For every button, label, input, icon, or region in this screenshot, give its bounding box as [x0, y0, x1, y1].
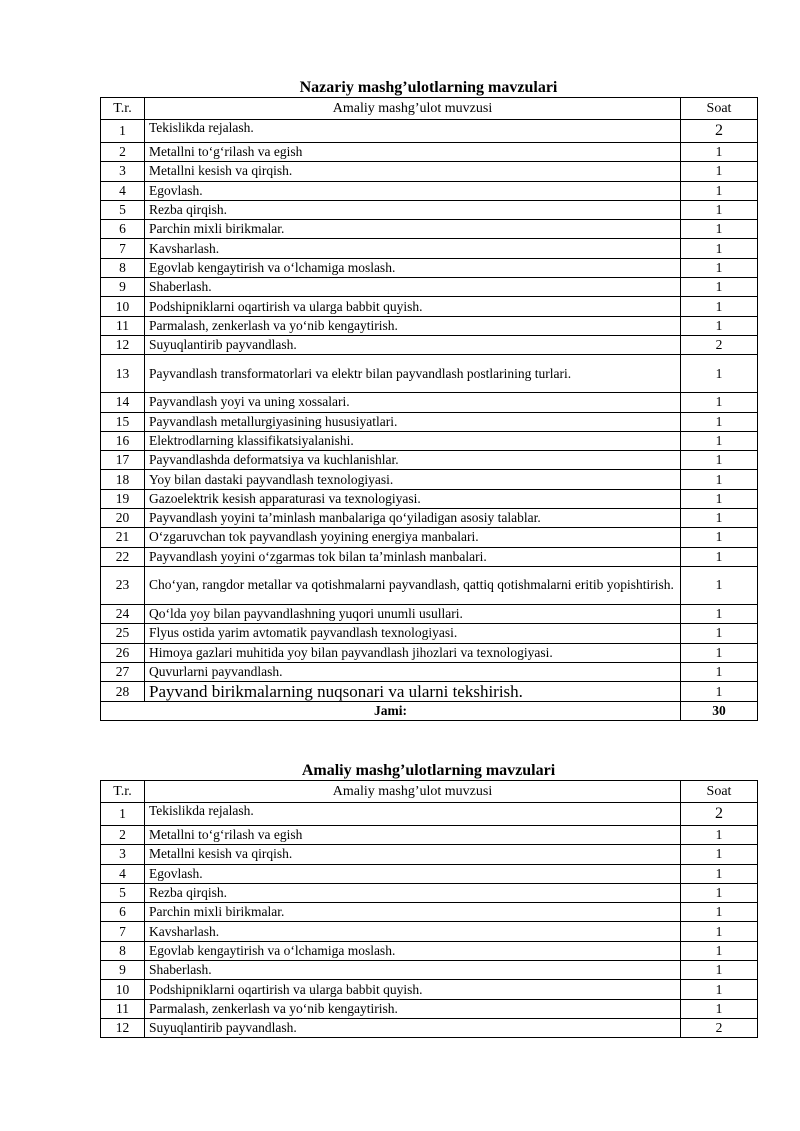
row-topic: Suyuqlantirib payvandlash. [145, 335, 681, 354]
table-row [101, 120, 758, 143]
row-hours: 1 [681, 604, 758, 623]
table-row [101, 162, 758, 181]
row-hours: 1 [681, 181, 758, 200]
row-topic: Suyuqlantirib payvandlash. [145, 1018, 681, 1037]
row-topic: Yoy bilan dastaki payvandlash texnologiyasi. [145, 470, 681, 489]
row-number: 11 [101, 316, 145, 335]
row-hours: 1 [681, 961, 758, 980]
row-number: 13 [101, 355, 145, 393]
column-header-hours: Soat [681, 98, 758, 120]
row-topic: Parmalash, zenkerlash va yo‘nib kengaytirish. [145, 316, 681, 335]
row-topic: Podshipniklarni oqartirish va ularga babbit quyish. [145, 297, 681, 316]
row-number: 20 [101, 509, 145, 528]
row-number: 8 [101, 941, 145, 960]
row-hours: 1 [681, 903, 758, 922]
table-row [101, 316, 758, 335]
table-row [101, 999, 758, 1018]
row-topic: Metallni to‘g‘rilash va egish [145, 826, 681, 845]
row-topic: Kavsharlash. [145, 239, 681, 258]
table-row [101, 489, 758, 508]
table-row [101, 143, 758, 162]
row-number: 17 [101, 451, 145, 470]
total-row [101, 702, 758, 721]
row-number: 8 [101, 258, 145, 277]
column-header-number: T.r. [101, 98, 145, 120]
row-hours: 1 [681, 220, 758, 239]
row-topic: Payvandlash yoyini o‘zgarmas tok bilan ta’minlash manbalari. [145, 547, 681, 566]
row-number: 1 [101, 120, 145, 143]
row-topic: Egovlab kengaytirish va o‘lchamiga moslash. [145, 258, 681, 277]
table-row [101, 624, 758, 643]
row-topic: Metallni to‘g‘rilash va egish [145, 143, 681, 162]
row-hours: 1 [681, 547, 758, 566]
row-number: 4 [101, 181, 145, 200]
row-hours: 1 [681, 509, 758, 528]
row-number: 28 [101, 682, 145, 702]
row-number: 10 [101, 297, 145, 316]
row-topic: Tekislikda rejalash. [145, 120, 681, 143]
table-row [101, 470, 758, 489]
row-number: 2 [101, 143, 145, 162]
row-topic: Kavsharlash. [145, 922, 681, 941]
table-row [101, 643, 758, 662]
table-row [101, 980, 758, 999]
row-topic: Parchin mixli birikmalar. [145, 903, 681, 922]
row-topic: Tekislikda rejalash. [145, 803, 681, 826]
row-number: 26 [101, 643, 145, 662]
row-hours: 1 [681, 489, 758, 508]
row-number: 7 [101, 239, 145, 258]
row-topic: Metallni kesish va qirqish. [145, 845, 681, 864]
table-row [101, 528, 758, 547]
table-row [101, 803, 758, 826]
row-topic: Payvandlash transformatorlari va elektr bilan payvandlash postlarining turlari. [145, 355, 681, 393]
column-header-hours: Soat [681, 781, 758, 803]
row-hours: 1 [681, 316, 758, 335]
row-hours: 1 [681, 297, 758, 316]
table-row [101, 297, 758, 316]
row-hours: 1 [681, 162, 758, 181]
row-topic: Parmalash, zenkerlash va yo‘nib kengaytirish. [145, 999, 681, 1018]
table-row [101, 258, 758, 277]
row-hours: 1 [681, 662, 758, 681]
row-topic: Payvandlashda deformatsiya va kuchlanishlar. [145, 451, 681, 470]
row-number: 5 [101, 200, 145, 219]
row-topic: Payvandlash yoyi va uning xossalari. [145, 393, 681, 412]
total-value: 30 [681, 702, 758, 721]
table-row [101, 845, 758, 864]
row-topic: Gazoelektrik kesish apparaturasi va texnologiyasi. [145, 489, 681, 508]
row-number: 6 [101, 220, 145, 239]
table-row [101, 393, 758, 412]
table-row [101, 826, 758, 845]
row-number: 15 [101, 412, 145, 431]
row-topic: Payvand birikmalarning nuqsonari va ularni tekshirish. [145, 682, 681, 702]
row-number: 18 [101, 470, 145, 489]
row-hours: 1 [681, 826, 758, 845]
table-row [101, 941, 758, 960]
row-topic: Egovlab kengaytirish va o‘lchamiga moslash. [145, 941, 681, 960]
table-row [101, 220, 758, 239]
row-topic: Metallni kesish va qirqish. [145, 162, 681, 181]
row-number: 22 [101, 547, 145, 566]
row-hours: 1 [681, 451, 758, 470]
section2-table [100, 780, 758, 1038]
row-hours: 1 [681, 239, 758, 258]
table-row [101, 181, 758, 200]
row-number: 14 [101, 393, 145, 412]
row-number: 6 [101, 903, 145, 922]
row-hours: 2 [681, 803, 758, 826]
row-topic: Elektrodlarning klassifikatsiyalanishi. [145, 431, 681, 450]
row-number: 9 [101, 961, 145, 980]
table-row [101, 239, 758, 258]
row-topic: Shaberlash. [145, 278, 681, 297]
row-number: 11 [101, 999, 145, 1018]
table-row [101, 278, 758, 297]
row-hours: 1 [681, 883, 758, 902]
row-topic: Parchin mixli birikmalar. [145, 220, 681, 239]
row-hours: 1 [681, 845, 758, 864]
table-row [101, 355, 758, 393]
row-hours: 2 [681, 1018, 758, 1037]
row-number: 12 [101, 335, 145, 354]
row-number: 5 [101, 883, 145, 902]
row-hours: 1 [681, 355, 758, 393]
table-header-row [101, 781, 758, 803]
table-row [101, 547, 758, 566]
row-topic: Cho‘yan, rangdor metallar va qotishmalarni payvandlash, qattiq qotishmalarni eritib yopishtirish. [145, 566, 681, 604]
row-hours: 1 [681, 941, 758, 960]
row-topic: Egovlash. [145, 181, 681, 200]
row-hours: 1 [681, 200, 758, 219]
section1-table [100, 97, 758, 721]
row-topic: Shaberlash. [145, 961, 681, 980]
row-hours: 1 [681, 624, 758, 643]
row-topic: Payvandlash metallurgiyasining hususiyatlari. [145, 412, 681, 431]
row-hours: 1 [681, 999, 758, 1018]
column-header-topic: Amaliy mashg’ulot muvzusi [145, 98, 681, 120]
row-hours: 1 [681, 566, 758, 604]
row-number: 3 [101, 162, 145, 181]
table-row [101, 961, 758, 980]
table-row [101, 335, 758, 354]
table-row [101, 200, 758, 219]
row-hours: 2 [681, 335, 758, 354]
row-hours: 1 [681, 980, 758, 999]
row-number: 23 [101, 566, 145, 604]
row-hours: 1 [681, 643, 758, 662]
row-number: 24 [101, 604, 145, 623]
row-topic: Qo‘lda yoy bilan payvandlashning yuqori unumli usullari. [145, 604, 681, 623]
row-hours: 1 [681, 682, 758, 702]
table-row [101, 604, 758, 623]
row-number: 7 [101, 922, 145, 941]
row-topic: Quvurlarni payvandlash. [145, 662, 681, 681]
row-topic: Flyus ostida yarim avtomatik payvandlash texnologiyasi. [145, 624, 681, 643]
row-number: 12 [101, 1018, 145, 1037]
row-number: 1 [101, 803, 145, 826]
row-topic: Rezba qirqish. [145, 883, 681, 902]
row-number: 3 [101, 845, 145, 864]
row-hours: 1 [681, 864, 758, 883]
row-hours: 1 [681, 528, 758, 547]
table-row [101, 682, 758, 702]
table-row [101, 922, 758, 941]
row-topic: Podshipniklarni oqartirish va ularga babbit quyish. [145, 980, 681, 999]
table-header-row [101, 98, 758, 120]
row-topic: Payvandlash yoyini ta’minlash manbalariga qo‘yiladigan asosiy talablar. [145, 509, 681, 528]
row-hours: 1 [681, 143, 758, 162]
table-row [101, 1018, 758, 1037]
row-number: 16 [101, 431, 145, 450]
row-hours: 1 [681, 922, 758, 941]
row-hours: 1 [681, 393, 758, 412]
row-number: 19 [101, 489, 145, 508]
row-hours: 1 [681, 431, 758, 450]
row-topic: Himoya gazlari muhitida yoy bilan payvandlash jihozlari va texnologiyasi. [145, 643, 681, 662]
row-hours: 2 [681, 120, 758, 143]
table-row [101, 412, 758, 431]
row-topic: Egovlash. [145, 864, 681, 883]
row-hours: 1 [681, 258, 758, 277]
column-header-topic: Amaliy mashg’ulot muvzusi [145, 781, 681, 803]
table-row [101, 883, 758, 902]
table-row [101, 431, 758, 450]
row-topic: Rezba qirqish. [145, 200, 681, 219]
row-topic: O‘zgaruvchan tok payvandlash yoyining energiya manbalari. [145, 528, 681, 547]
table-row [101, 662, 758, 681]
column-header-number: T.r. [101, 781, 145, 803]
table-row [101, 509, 758, 528]
table-row [101, 864, 758, 883]
row-number: 2 [101, 826, 145, 845]
row-hours: 1 [681, 412, 758, 431]
table-row [101, 566, 758, 604]
table-row [101, 903, 758, 922]
row-number: 21 [101, 528, 145, 547]
section2-title: Amaliy mashg’ulotlarning mavzulari [301, 762, 556, 779]
total-label: Jami: [101, 702, 681, 721]
row-number: 25 [101, 624, 145, 643]
row-number: 4 [101, 864, 145, 883]
row-number: 27 [101, 662, 145, 681]
row-hours: 1 [681, 470, 758, 489]
row-hours: 1 [681, 278, 758, 297]
section1-title: Nazariy mashg’ulotlarning mavzulari [299, 79, 558, 96]
row-number: 10 [101, 980, 145, 999]
table-row [101, 451, 758, 470]
row-number: 9 [101, 278, 145, 297]
